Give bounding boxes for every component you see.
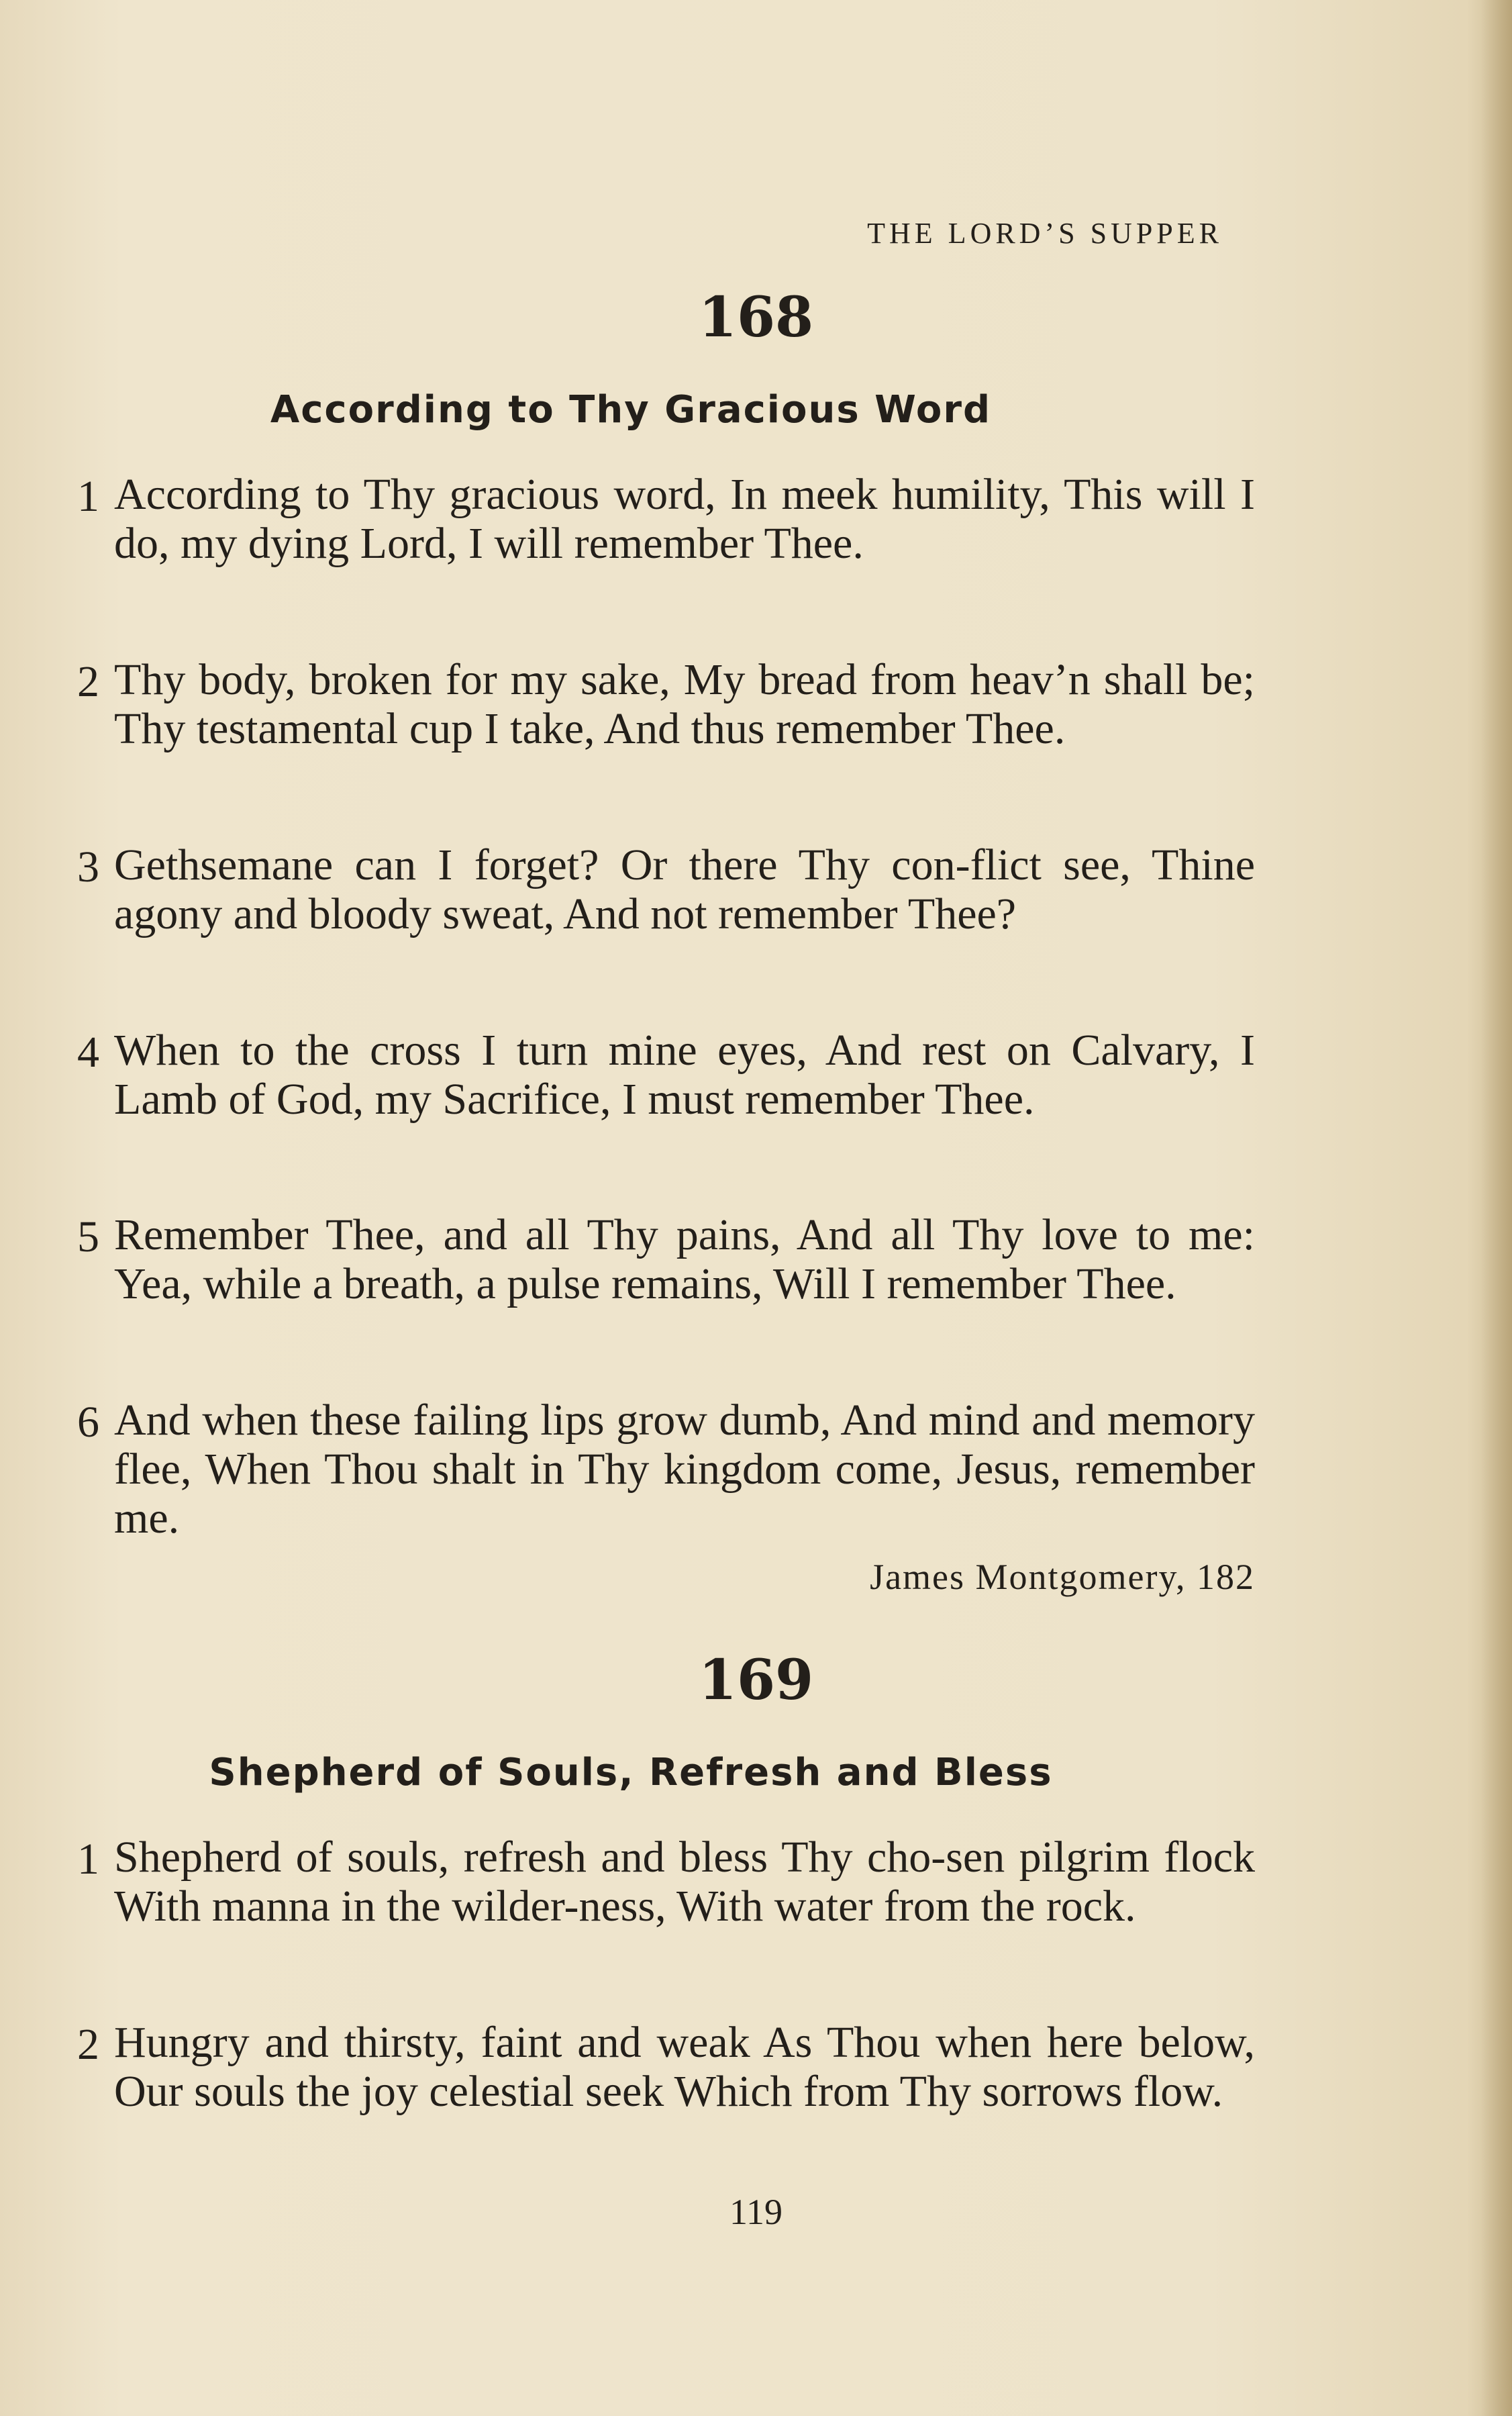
verse-number: 2 — [77, 2020, 99, 2069]
hymn-number: 169 — [698, 1648, 814, 1712]
verse-number: 4 — [77, 1028, 99, 1077]
verse-number: 1 — [77, 472, 99, 521]
verse-number: 3 — [77, 842, 99, 891]
hymn-number: 168 — [698, 285, 814, 350]
verse-text: Gethsemane can I forget? Or there Thy con-flict see, Thine agony and bloody sweat, And not remember Thee? — [114, 840, 1255, 938]
verse-text: Hungry and thirsty, faint and weak As Thou when here below, Our souls the joy celestial seek Which from Thy sorrows flow. — [114, 2018, 1255, 2116]
verse-text: Remember Thee, and all Thy pains, And all Thy love to me: Yea, while a breath, a pulse remains, Will I remember Thee. — [114, 1210, 1255, 1308]
verse-number: 1 — [77, 1835, 99, 1884]
page-number: 119 — [729, 2192, 783, 2232]
hymn-title: Shepherd of Souls, Refresh and Bless — [209, 1751, 1053, 1794]
running-head: THE LORD’S SUPPER — [867, 217, 1223, 250]
hymn-title: According to Thy Gracious Word — [270, 388, 992, 432]
verse-text: Shepherd of souls, refresh and bless Thy cho-sen pilgrim flock With manna in the wilder-ness, With water from the rock. — [114, 1833, 1255, 1931]
verse-text: According to Thy gracious word, In meek humility, This will I do, my dying Lord, I will remember Thee. — [114, 470, 1255, 568]
verse-text: When to the cross I turn mine eyes, And rest on Calvary, I Lamb of God, my Sacrifice, I must remember Thee. — [114, 1026, 1255, 1124]
verse-number: 6 — [77, 1398, 99, 1447]
page-edge-shadow — [1481, 0, 1512, 2416]
verse-text: Thy body, broken for my sake, My bread from heav’n shall be; Thy testamental cup I take, And thus remember Thee. — [114, 655, 1255, 753]
hymn-author: James Montgomery, 182 — [870, 1557, 1255, 1597]
verse-number: 2 — [77, 657, 99, 706]
verse-number: 5 — [77, 1212, 99, 1261]
verse-text: And when these failing lips grow dumb, And mind and memory flee, When Thou shalt in Thy kingdom come, Jesus, remember me. — [114, 1396, 1255, 1543]
